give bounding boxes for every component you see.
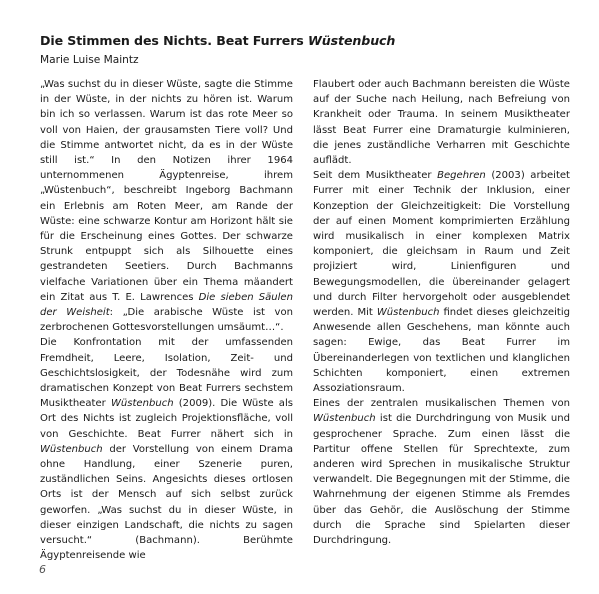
- text-run: (2009). Die Wüste als Ort des Nichts ist zugleich Projektionsfläche, voll von Geschichte. Beat Furrer nähert sich in: [40, 398, 293, 440]
- italic-text: Wüstenbuch: [376, 307, 440, 319]
- text-run: Seit dem Musiktheater: [313, 170, 438, 182]
- author-name: Marie Luise Maintz: [40, 54, 139, 66]
- text-run: „Was suchst du in dieser Wüste, sagte die Stimme in der Wüste, in der nichts zu hören ist. Warum bin ich so verlassen. Warum ist das rote Meer so voll von Haien, der grausamsten Tiere voll? Und die Stimme antwortet nicht, da es in der Wüste still ist.“ In den Notizen ihrer 1964 unternommenen Ägyptenreise, ihrem „Wüstenbuch“, beschreibt Ingeborg Bachmann ein Erlebnis am Roten Meer, am Rande der Wüste: eine schwarze Kontur am Horizont hält sie für die Erscheinung eines Gottes. Der schwarze Strunk entpuppt sich als Silhouette eines gestrandeten Seetiers. Durch Bachmanns vielfache Variationen über ein Thema mäandert ein Zitat aus T. E. Lawrences: [40, 79, 293, 303]
- text-run: Flaubert oder auch Bachmann bereisten die Wüste auf der Suche nach Heilung, nach Befreiung von Krankheit oder Trauma. In seinem Musiktheater lässt Beat Furrer eine Dramaturgie kulminieren, die jenes zuständliche Verharren mit Geschichte auflädt.: [313, 79, 570, 167]
- text-run: : „Die arabische Wüste ist von zerbrochenen Gottesvorstellungen umsäumt…“.: [40, 307, 293, 334]
- paragraph: [313, 168, 570, 396]
- left-text-column: [40, 77, 293, 564]
- text-run: der Vorstellung von einem Drama ohne Handlung, einer Szenerie puren, zuständlichen Seins. Angesichts dieses ortlosen Orts ist der Mensch auf sich selbst zurück geworfen. „Was suchst du in dieser Wüste, in dieser einzigen Landschaft, die nichts zu sagen versucht.“ (Bachmann). Berühmte Ägyptenreisende wie: [40, 443, 293, 562]
- right-text-column: [313, 77, 570, 548]
- page-number: 6: [39, 563, 46, 576]
- paragraph: [313, 77, 570, 168]
- italic-text: Begehren: [437, 170, 486, 182]
- text-run: Die Konfrontation mit der umfassenden Fremdheit, Leere, Isolation, Zeit- und Geschichtslosigkeit, der Todesnähe wird zum dramatischen Konzept von Beat Furrers sechstem Musiktheater: [40, 337, 293, 410]
- title-text: Die Stimmen des Nichts. Beat Furrers: [40, 33, 308, 48]
- italic-text: Die sieben Säulen der Weisheit: [40, 291, 293, 319]
- italic-text: Wüstenbuch: [313, 413, 376, 425]
- paragraph: [40, 335, 293, 563]
- paragraph: [40, 77, 293, 335]
- paragraph: [313, 396, 570, 548]
- italic-text: Wüstenbuch: [110, 398, 174, 410]
- text-run: (2003) arbeitet Furrer mit einer Technik der Inklusion, einer Konzeption der Gleichzeitigkeit: Die Vorstellung der auf einen Moment komprimierten Erzählung wird musikalisch in einer komplexen Matrix komponiert, die gleichsam in Raum und Zeit projiziert wird, Linienfiguren und Bewegungsmodellen, die übereinander gelagert und durch Filter hervorgeholt oder ausgeblendet werden. Mit: [313, 170, 570, 319]
- italic-text: Wüstenbuch: [40, 443, 103, 455]
- text-run: ist die Durchdringung von Musik und gesprochener Sprache. Zum einen lässt die Partitur offene Stellen für Sprechtexte, zum anderen wird Sprechen in musikalische Struktur verwandelt. Die Begegnungen mit der Stimme, die Wahrnehmung der eigenen Stimme als Fremdes über das Gehör, die Auslöschung der Stimme durch die Sprache sind Spielarten dieser Durchdringung.: [313, 413, 570, 547]
- article-title: [40, 33, 580, 49]
- text-run: findet dieses gleichzeitig Anwesende allen Geschehens, man könnte auch sagen: Ewige, das Beat Furrer im Übereinanderlegen von textlichen und klanglichen Schichten komponiert, einen extremen Assoziationsraum.: [313, 307, 570, 395]
- title-italic-text: Wüstenbuch: [308, 33, 396, 48]
- text-run: Eines der zentralen musikalischen Themen von: [313, 398, 570, 410]
